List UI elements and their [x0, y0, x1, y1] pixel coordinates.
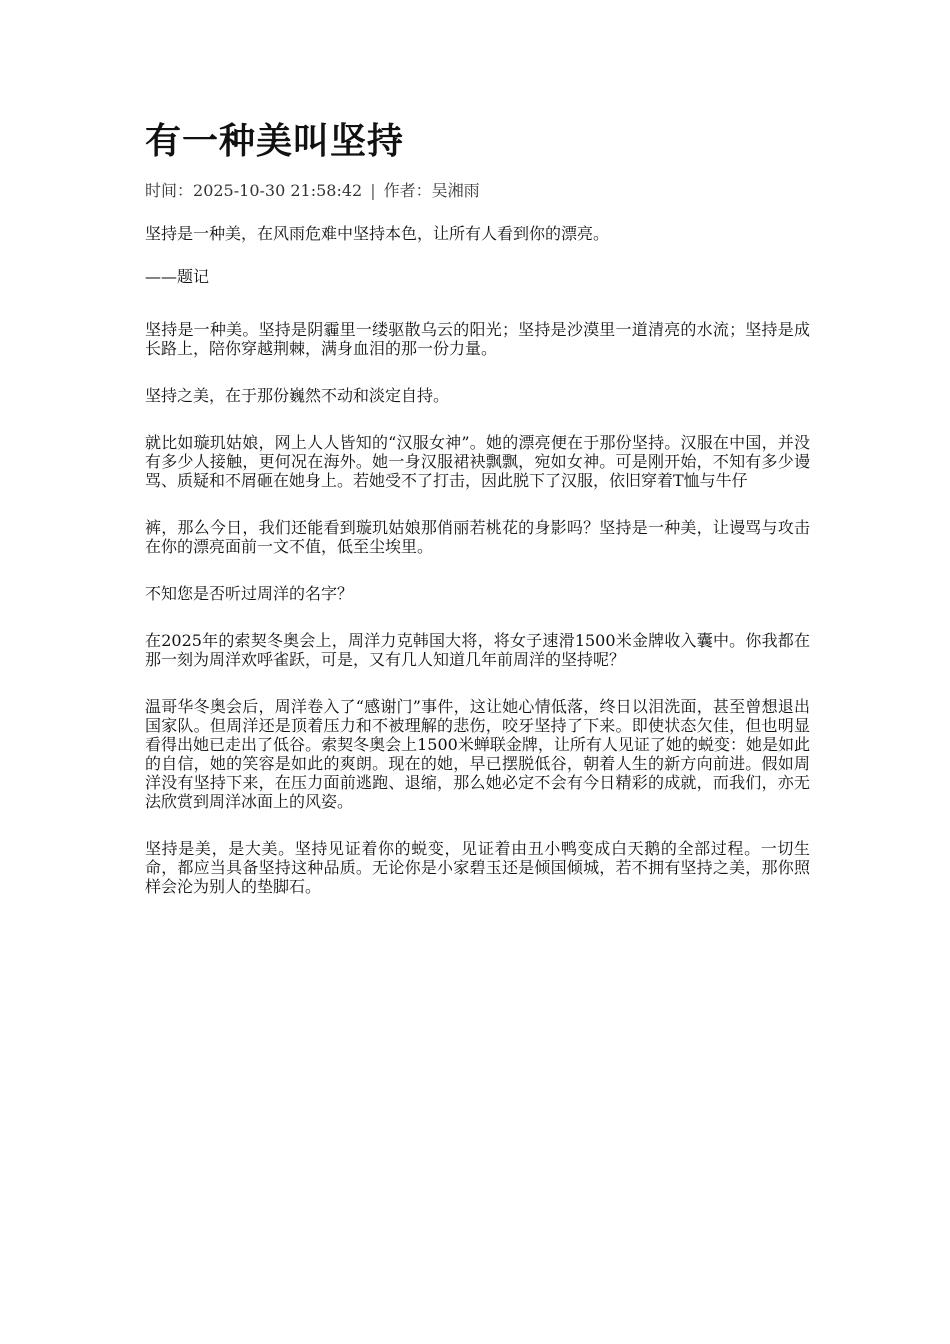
article-title: 有一种美叫坚持	[145, 121, 405, 162]
paragraph: 裤，那么今日，我们还能看到璇玑姑娘那俏丽若桃花的身影吗？坚持是一种美，让谩骂与攻击在你的漂亮面前一文不值，低至尘埃里。	[145, 518, 810, 556]
author-value: 吴湘雨	[431, 181, 480, 200]
time-label: 时间：	[145, 181, 194, 200]
article-body	[145, 224, 810, 896]
article-meta	[145, 180, 810, 202]
time-value: 2025-10-30 21:58:42	[193, 181, 363, 200]
meta-separator: |	[370, 181, 376, 200]
paragraph-epigraph-source: ——题记	[145, 267, 210, 286]
paragraph-epigraph-text: 坚持是一种美，在风雨危难中坚持本色，让所有人看到你的漂亮。	[145, 224, 610, 243]
paragraph: 坚持是美，是大美。坚持见证着你的蜕变，见证着由丑小鸭变成白天鹅的全部过程。一切生命，都应当具备坚持这种品质。无论你是小家碧玉还是倾国倾城，若不拥有坚持之美，那你照样会沦为别人的垫脚石。	[145, 839, 810, 896]
paragraph: 坚持之美，在于那份巍然不动和淡定自持。	[145, 386, 450, 405]
paragraph: 就比如璇玑姑娘，网上人人皆知的“汉服女神”。她的漂亮便在于那份坚持。汉服在中国，并没有多少人接触，更何况在海外。她一身汉服裙袂飘飘，宛如女神。可是刚开始，不知有多少谩骂、质疑和不屑砸在她身上。若她受不了打击，因此脱下了汉服，依旧穿着T恤与牛仔	[145, 433, 810, 490]
paragraph: 在2025年的索契冬奥会上，周洋力克韩国大将，将女子速滑1500米金牌收入囊中。你我都在那一刻为周洋欢呼雀跃，可是，又有几人知道几年前周洋的坚持呢？	[145, 631, 810, 669]
author-label: 作者：	[383, 181, 432, 200]
paragraph: 坚持是一种美。坚持是阴霾里一缕驱散乌云的阳光；坚持是沙漠里一道清亮的水流；坚持是成长路上，陪你穿越荆棘，满身血泪的那一份力量。	[145, 320, 810, 358]
paragraph: 不知您是否听过周洋的名字？	[145, 584, 354, 603]
paragraph: 温哥华冬奥会后，周洋卷入了“感谢门”事件，这让她心情低落，终日以泪洗面，甚至曾想退出国家队。但周洋还是顶着压力和不被理解的悲伤，咬牙坚持了下来。即使状态欠佳，但也明显看得出她已走出了低谷。索契冬奥会上1500米蝉联金牌，让所有人见证了她的蜕变：她是如此的自信，她的笑容是如此的爽朗。现在的她，早已摆脱低谷，朝着人生的新方向前进。假如周洋没有坚持下来，在压力面前逃跑、退缩，那么她必定不会有今日精彩的成就，而我们，亦无法欣赏到周洋冰面上的风姿。	[145, 697, 810, 811]
article	[145, 118, 810, 924]
